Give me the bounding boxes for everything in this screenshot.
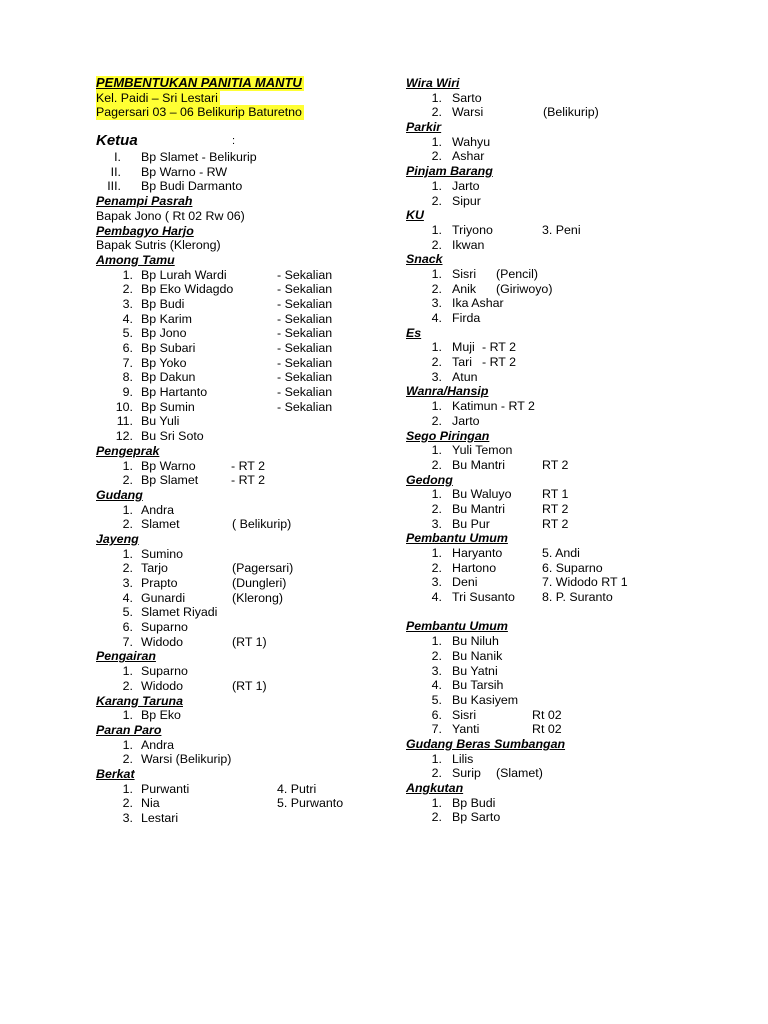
- section-text: Bapak Jono ( Rt 02 Rw 06): [96, 208, 245, 223]
- family-name: Kel. Paidi – Sri Lestari: [96, 90, 218, 105]
- list-item: [406, 414, 726, 429]
- section-title: Pinjam Barang: [406, 164, 493, 179]
- list-item: [96, 811, 386, 826]
- section-title: Wira Wiri: [406, 76, 460, 90]
- list-item: [406, 575, 726, 590]
- item-name: Bu Niluh: [452, 634, 499, 649]
- item-note: 4. Putri: [277, 781, 317, 796]
- item-number: 7.: [431, 722, 442, 737]
- item-note: - Sekalian: [277, 311, 333, 326]
- item-number: 1.: [431, 751, 442, 766]
- item-number: 6.: [122, 341, 133, 355]
- item-number: 2.: [431, 149, 442, 164]
- item-name: Sipur: [452, 193, 481, 208]
- item-number: 2.: [431, 457, 442, 472]
- section-title: Wanra/Hansip: [406, 384, 489, 399]
- item-note: 8. P. Suranto: [542, 590, 613, 605]
- item-name: Ikwan: [452, 237, 485, 252]
- item-number: 1.: [431, 487, 442, 502]
- item-note: ( Belikurip): [232, 517, 292, 532]
- item-name: Nia: [141, 796, 160, 811]
- item-name: Slamet Riyadi: [141, 605, 218, 620]
- list-item: [96, 620, 386, 635]
- item-name: Bp Sarto: [452, 810, 501, 825]
- item-number: 5.: [122, 326, 133, 341]
- item-number: 1.: [122, 546, 133, 561]
- item-name: Lilis: [452, 751, 474, 766]
- item-note: Rt 02: [532, 707, 562, 722]
- item-number: 2.: [431, 193, 442, 208]
- item-name: Suparno: [141, 664, 188, 679]
- item-note: - Sekalian: [277, 267, 333, 282]
- list-item: [96, 312, 386, 327]
- item-note: - RT 2: [231, 458, 265, 473]
- ketua-item: [96, 150, 386, 165]
- section-title: Jayeng: [96, 531, 139, 546]
- spacer: [406, 605, 726, 620]
- list-item: [406, 708, 726, 723]
- item-note: RT 2: [542, 457, 569, 472]
- item-name: Katimun - RT 2: [452, 399, 535, 414]
- list-item: [406, 149, 726, 164]
- item-note: - Sekalian: [277, 296, 333, 311]
- item-note: 7. Widodo RT 1: [542, 575, 628, 590]
- item-name: Bp Slamet - Belikurip: [141, 150, 257, 165]
- item-number: 1.: [431, 90, 442, 105]
- section-text: Bapak Sutris (Klerong): [96, 238, 221, 253]
- item-number: 3.: [122, 811, 133, 825]
- item-name: Bp Sumin: [141, 399, 195, 414]
- list-item: [406, 355, 726, 370]
- item-number: 7.: [122, 355, 133, 370]
- item-number: 2.: [122, 796, 133, 811]
- item-note: 3. Peni: [542, 222, 581, 237]
- item-name: Bp Warno: [141, 458, 196, 473]
- item-name: Warsi (Belikurip): [141, 752, 232, 767]
- item-note: - RT 2: [482, 340, 516, 355]
- item-number: 12.: [115, 429, 133, 444]
- item-number: 1.: [122, 737, 133, 752]
- item-note: - Sekalian: [277, 282, 333, 297]
- ketua-title: Ketua: [96, 132, 138, 150]
- list-item: [406, 399, 726, 414]
- section-title: Gudang Beras Sumbangan: [406, 736, 566, 751]
- list-item: [96, 326, 386, 341]
- item-name: Bu Yatni: [452, 663, 498, 678]
- item-number: 2.: [431, 105, 442, 120]
- item-number: 4.: [431, 678, 442, 693]
- section-title: Snack: [406, 252, 443, 267]
- item-name: Haryanto: [452, 546, 503, 560]
- item-number: 2.: [431, 648, 442, 663]
- section-title: Gudang: [96, 487, 143, 502]
- item-name: Bp Jono: [141, 326, 187, 341]
- item-name: Bp Subari: [141, 341, 196, 355]
- item-number: 10.: [115, 399, 133, 414]
- item-name: Sisri: [452, 707, 477, 722]
- item-name: Yuli Temon: [452, 443, 513, 458]
- item-note: (Klerong): [232, 590, 283, 605]
- list-item: [406, 634, 726, 649]
- item-number: 1.: [431, 222, 442, 237]
- item-name: Bu Pur: [452, 516, 490, 531]
- list-item: [406, 796, 726, 811]
- section-title: Pengeprak: [96, 443, 160, 458]
- item-name: Surip: [452, 766, 481, 781]
- list-item: [96, 370, 386, 385]
- item-name: Sumino: [141, 546, 184, 561]
- list-item: [406, 752, 726, 767]
- item-note: - RT 2: [482, 355, 516, 370]
- item-note: (Pencil): [496, 266, 538, 281]
- item-name: Bu Yuli: [141, 414, 180, 429]
- list-item: [96, 738, 386, 753]
- list-item: [96, 385, 386, 400]
- list-item: [96, 605, 386, 620]
- item-number: 4.: [122, 590, 133, 605]
- item-number: 1.: [431, 134, 442, 149]
- list-item: [96, 591, 386, 606]
- item-number: 1.: [431, 634, 442, 649]
- item-number: 3.: [122, 296, 133, 311]
- list-item: [406, 223, 726, 238]
- section-title: Angkutan: [406, 781, 464, 795]
- list-item: [96, 561, 386, 576]
- item-number: 1.: [431, 178, 442, 193]
- item-note: - Sekalian: [277, 326, 333, 341]
- item-number: 2.: [122, 282, 133, 297]
- doc-title-line: [96, 76, 386, 91]
- list-item: [406, 487, 726, 502]
- section-title: Es: [406, 325, 422, 340]
- item-number: 2.: [431, 355, 442, 370]
- item-note: (RT 1): [232, 634, 267, 649]
- list-item: [96, 473, 386, 488]
- item-note: 5. Purwanto: [277, 796, 344, 811]
- item-name: Andra: [141, 737, 175, 752]
- item-name: Anik: [452, 281, 477, 296]
- list-item: [96, 664, 386, 679]
- item-number: 1.: [431, 546, 442, 560]
- list-item: [406, 664, 726, 679]
- item-name: Bp Eko Widagdo: [141, 282, 234, 297]
- item-note: (Dungleri): [232, 576, 287, 590]
- ketua-item: [96, 165, 386, 180]
- section-title: KU: [406, 208, 424, 223]
- list-item: [406, 693, 726, 708]
- item-number: 1.: [122, 458, 133, 473]
- item-number: 6.: [122, 620, 133, 635]
- list-item: [406, 517, 726, 532]
- item-name: Andra: [141, 502, 175, 517]
- ketua-colon: :: [232, 135, 236, 148]
- item-number: 3.: [431, 575, 442, 590]
- list-item: [96, 782, 386, 797]
- list-item: [406, 267, 726, 282]
- item-name: Lestari: [141, 811, 179, 825]
- list-item: [406, 238, 726, 253]
- item-number: 1.: [431, 795, 442, 810]
- item-name: Warsi: [452, 105, 484, 120]
- item-note: - Sekalian: [277, 370, 333, 385]
- item-name: Bp Budi: [452, 795, 496, 810]
- section-title: Berkat: [96, 766, 135, 781]
- list-item: [406, 722, 726, 737]
- section-title: Parkir: [406, 120, 442, 135]
- item-note: - Sekalian: [277, 399, 333, 414]
- ketua-list: [96, 150, 386, 194]
- item-number: 5.: [431, 692, 442, 707]
- item-number: 2.: [431, 281, 442, 296]
- ketua-item: [96, 179, 386, 194]
- item-name: Gunardi: [141, 590, 186, 605]
- section-title: Among Tamu: [96, 252, 175, 267]
- item-number: 1.: [122, 708, 133, 723]
- item-note: (Slamet): [496, 766, 543, 781]
- item-number: 4.: [431, 311, 442, 325]
- item-name: Ashar: [452, 149, 485, 164]
- item-number: 1.: [431, 266, 442, 281]
- item-name: Bp Budi: [141, 296, 185, 311]
- item-name: Tarjo: [141, 561, 168, 576]
- list-item: [406, 678, 726, 693]
- list-item: [96, 297, 386, 312]
- section-title: Pembagyo Harjo: [96, 223, 194, 238]
- item-number: 1.: [122, 781, 133, 796]
- list-item: [96, 679, 386, 694]
- item-number: 2.: [431, 413, 442, 428]
- item-number: 2.: [431, 810, 442, 825]
- list-item: [406, 91, 726, 106]
- item-number: 2.: [122, 752, 133, 767]
- family-line: [96, 91, 386, 106]
- section-title: Penampi Pasrah: [96, 194, 193, 209]
- item-number: 3.: [431, 369, 442, 384]
- item-note: 5. Andi: [542, 546, 580, 560]
- item-name: Bu Mantri: [452, 501, 506, 516]
- item-note: - Sekalian: [277, 341, 333, 355]
- item-number: 2.: [122, 678, 133, 693]
- ketua-heading: [96, 128, 386, 150]
- item-note: RT 2: [542, 501, 569, 516]
- item-note: RT 2: [542, 516, 569, 531]
- list-item: [406, 458, 726, 473]
- list-item: [96, 429, 386, 444]
- item-number: 1.: [431, 443, 442, 458]
- item-name: Wahyu: [452, 134, 491, 149]
- item-name: Widodo: [141, 634, 184, 649]
- list-item: [96, 414, 386, 429]
- item-note: - RT 2: [231, 473, 265, 488]
- list-item: [406, 311, 726, 326]
- item-number: 11.: [116, 414, 133, 429]
- item-name: Bp Budi Darmanto: [141, 179, 243, 194]
- item-name: Deni: [452, 575, 478, 590]
- list-item: [96, 503, 386, 518]
- item-name: Ika Ashar: [452, 296, 504, 311]
- item-name: Muji: [452, 340, 475, 355]
- item-number: 2.: [431, 766, 442, 781]
- item-number: 1.: [122, 664, 133, 679]
- list-item: [406, 179, 726, 194]
- item-name: Bp Warno - RW: [141, 164, 228, 179]
- item-number: 2.: [122, 561, 133, 576]
- item-number: II.: [110, 164, 121, 179]
- list-item: [96, 268, 386, 283]
- section-title: Pembantu Umum: [406, 531, 508, 546]
- list-item: [406, 810, 726, 825]
- item-number: 3.: [431, 296, 442, 311]
- item-name: Bp Lurah Wardi: [141, 267, 227, 282]
- item-number: 2.: [431, 237, 442, 252]
- item-name: Bp Dakun: [141, 370, 196, 385]
- right-sections: [406, 76, 726, 825]
- list-item: [96, 576, 386, 591]
- item-note: 6. Suparno: [542, 560, 603, 575]
- list-item: [96, 400, 386, 415]
- section-title: Paran Paro: [96, 722, 162, 737]
- item-name: Purwanti: [141, 781, 190, 796]
- address: Pagersari 03 – 06 Belikurip Baturetno: [96, 105, 302, 120]
- item-note: (Belikurip): [543, 105, 599, 120]
- item-name: Bp Yoko: [141, 355, 187, 370]
- list-item: [96, 796, 386, 811]
- item-note: Rt 02: [532, 722, 562, 737]
- list-item: [406, 296, 726, 311]
- list-item: [406, 561, 726, 576]
- list-item: [96, 752, 386, 767]
- item-name: Suparno: [141, 620, 188, 635]
- item-number: 4.: [122, 311, 133, 326]
- item-number: 4.: [431, 590, 442, 605]
- list-item: [406, 105, 726, 120]
- list-item: [406, 282, 726, 297]
- section-title: Gedong: [406, 472, 453, 487]
- list-item: [96, 459, 386, 474]
- list-item: [406, 340, 726, 355]
- section-title: Pengairan: [96, 649, 156, 664]
- item-number: 2.: [431, 560, 442, 575]
- list-item: [406, 443, 726, 458]
- section-title: Karang Taruna: [96, 693, 183, 708]
- item-name: Jarto: [452, 178, 480, 193]
- item-name: Slamet: [141, 517, 180, 532]
- item-number: 1.: [122, 502, 133, 517]
- right-column: [406, 76, 726, 825]
- list-item: [406, 766, 726, 781]
- item-number: 1.: [431, 340, 442, 355]
- list-item: [96, 517, 386, 532]
- list-item: [406, 590, 726, 605]
- item-name: Bp Slamet: [141, 473, 199, 488]
- section-title: Pembantu Umum: [406, 619, 508, 634]
- item-name: Firda: [452, 311, 481, 325]
- item-number: I.: [114, 150, 121, 165]
- item-name: Bu Waluyo: [452, 487, 512, 502]
- list-item: [96, 282, 386, 297]
- item-name: Prapto: [141, 576, 178, 590]
- item-note: - Sekalian: [277, 385, 333, 400]
- list-item: [406, 194, 726, 209]
- item-name: Hartono: [452, 560, 497, 575]
- item-name: Bu Mantri: [452, 457, 506, 472]
- list-item: [96, 547, 386, 562]
- section-title: Sego Piringan: [406, 428, 490, 443]
- item-name: Bp Hartanto: [141, 385, 208, 400]
- list-item: [406, 135, 726, 150]
- item-number: 1.: [431, 399, 442, 414]
- list-item: [96, 708, 386, 723]
- item-number: 5.: [122, 605, 133, 620]
- item-name: Triyono: [452, 222, 493, 237]
- item-name: Bu Kasiyem: [452, 692, 519, 707]
- list-item: [96, 635, 386, 650]
- list-item: [96, 341, 386, 356]
- left-column: [96, 76, 386, 826]
- item-name: Yanti: [452, 722, 480, 737]
- list-item: [406, 370, 726, 385]
- item-note: RT 1: [542, 487, 569, 502]
- item-name: Bp Eko: [141, 708, 181, 723]
- list-item: [96, 356, 386, 371]
- item-note: (Giriwoyo): [496, 281, 553, 296]
- item-number: 3.: [122, 576, 133, 590]
- item-name: Sarto: [452, 90, 482, 105]
- item-name: Sisri: [452, 266, 477, 281]
- item-name: Jarto: [452, 413, 480, 428]
- item-name: Bu Sri Soto: [141, 429, 204, 444]
- item-number: 2.: [122, 473, 133, 488]
- item-note: (Pagersari): [232, 561, 294, 576]
- item-number: 2.: [122, 517, 133, 532]
- item-name: Widodo: [141, 678, 184, 693]
- left-sections: [96, 194, 386, 826]
- item-number: 1.: [122, 267, 133, 282]
- item-number: 2.: [431, 501, 442, 516]
- list-item: [406, 649, 726, 664]
- item-name: Bu Tarsih: [452, 678, 504, 693]
- item-number: 7.: [122, 634, 133, 649]
- address-line: [96, 105, 386, 120]
- item-number: III.: [107, 179, 121, 194]
- item-name: Bp Karim: [141, 311, 192, 326]
- item-number: 9.: [122, 385, 133, 400]
- item-note: (RT 1): [232, 678, 267, 693]
- item-number: 8.: [122, 370, 133, 385]
- item-name: Bu Nanik: [452, 648, 503, 663]
- item-name: Tari: [452, 355, 472, 370]
- item-number: 6.: [431, 707, 442, 722]
- item-name: Tri Susanto: [452, 590, 515, 605]
- doc-title: PEMBENTUKAN PANITIA MANTU: [96, 75, 302, 90]
- list-item: [406, 502, 726, 517]
- item-number: 3.: [431, 663, 442, 678]
- item-note: - Sekalian: [277, 355, 333, 370]
- item-name: Atun: [452, 369, 478, 384]
- item-number: 3.: [431, 516, 442, 531]
- list-item: [406, 546, 726, 561]
